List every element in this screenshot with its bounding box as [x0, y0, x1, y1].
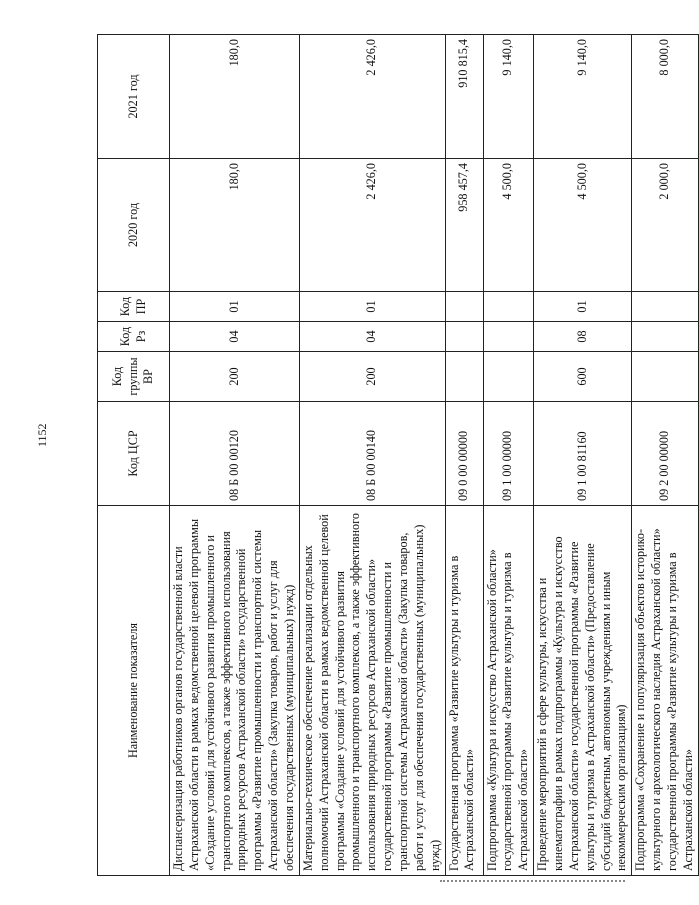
row-pr: 01: [534, 292, 632, 322]
header-row: [98, 35, 170, 876]
row-2021: 180,0: [170, 35, 300, 159]
header-2020: 2020 год: [98, 159, 170, 292]
row-rz: [632, 322, 698, 352]
row-csr: 09 2 00 00000: [632, 402, 698, 506]
header-csr: Код ЦСР: [98, 402, 170, 506]
row-vr: [632, 352, 698, 402]
row-name: Проведение мероприятий в сфере культуры, искусства и кинематографии в рамках подпрограммы «Культура и искусство Астраханской области» государственной программы «Развитие культуры и туризма в Астраханской области» (Предоставление субсидий бюджетным, автономным учреждениям и иным некоммерческим организациям): [534, 506, 632, 876]
row-name: Подпрограмма «Культура и искусство Астраханской области» государственной программы «Развитие культуры и туризма в Астраханской области»: [483, 506, 534, 876]
table-row: [534, 35, 632, 876]
row-2021: 910 815,4: [445, 35, 483, 159]
header-2021: 2021 год: [98, 35, 170, 159]
row-csr: 09 1 00 00000: [483, 402, 534, 506]
row-name: Государственная программа «Развитие культуры и туризма в Астраханской области»: [445, 506, 483, 876]
row-name: Диспансеризация работников органов государственной власти Астраханской области в рамках ведомственной целевой программы «Создание условий для устойчивого развития промышленного и транспортного комплексов, а также эффективного использования природных ресурсов Астраханской области» государственной программы «Развитие промышленности и транспортной системы Астраханской области» (Закупка товаров, работ и услуг для обеспечения государственных (муниципальных) нужд): [170, 506, 300, 876]
row-vr: 200: [170, 352, 300, 402]
row-2020: 4 500,0: [483, 159, 534, 292]
row-2021: 9 140,0: [534, 35, 632, 159]
budget-table: [97, 34, 699, 876]
row-2020: 180,0: [170, 159, 300, 292]
row-pr: [483, 292, 534, 322]
row-pr: [445, 292, 483, 322]
row-pr: 01: [299, 292, 445, 322]
rotated-table-wrapper: [97, 35, 695, 876]
scan-edge-dots: [440, 880, 625, 882]
table-row: [170, 35, 300, 876]
row-rz: 08: [534, 322, 632, 352]
row-rz: 04: [299, 322, 445, 352]
row-2021: 2 426,0: [299, 35, 445, 159]
row-vr: [483, 352, 534, 402]
row-csr: 09 1 00 81160: [534, 402, 632, 506]
row-2020: 2 000,0: [632, 159, 698, 292]
row-rz: [445, 322, 483, 352]
table-row: [632, 35, 698, 876]
header-pr: Код ПР: [98, 292, 170, 322]
row-name: Подпрограмма «Сохранение и популяризация объектов историко-культурного и археологического наследия Астраханской области» государственной программы «Развитие культуры и туризма в Астраханской области»: [632, 506, 698, 876]
row-pr: [632, 292, 698, 322]
table-row: [445, 35, 483, 876]
header-vr: Код группы ВР: [98, 352, 170, 402]
header-rz: Код Рз: [98, 322, 170, 352]
row-csr: 08 Б 00 00140: [299, 402, 445, 506]
row-2020: 2 426,0: [299, 159, 445, 292]
row-pr: 01: [170, 292, 300, 322]
row-vr: 600: [534, 352, 632, 402]
row-name: Материально-техническое обеспечение реализации отдельных полномочий Астраханской области в рамках ведомственной целевой программы «Создание условий для устойчивого развития промышленного и транспортного комплексов, а также эффективного использования природных ресурсов Астраханской области» государственной программы «Развитие промышленности и транспортной системы Астраханской области» (Закупка товаров, работ и услуг для обеспечения государственных (муниципальных) нужд): [299, 506, 445, 876]
row-2021: 8 000,0: [632, 35, 698, 159]
table-row: [483, 35, 534, 876]
table-row: [299, 35, 445, 876]
row-vr: [445, 352, 483, 402]
page-number: 1152: [35, 423, 49, 447]
row-vr: 200: [299, 352, 445, 402]
row-2020: 4 500,0: [534, 159, 632, 292]
row-rz: 04: [170, 322, 300, 352]
row-rz: [483, 322, 534, 352]
row-2021: 9 140,0: [483, 35, 534, 159]
header-name: Наименование показателя: [98, 506, 170, 876]
row-csr: 08 Б 00 00120: [170, 402, 300, 506]
row-2020: 958 457,4: [445, 159, 483, 292]
row-csr: 09 0 00 00000: [445, 402, 483, 506]
